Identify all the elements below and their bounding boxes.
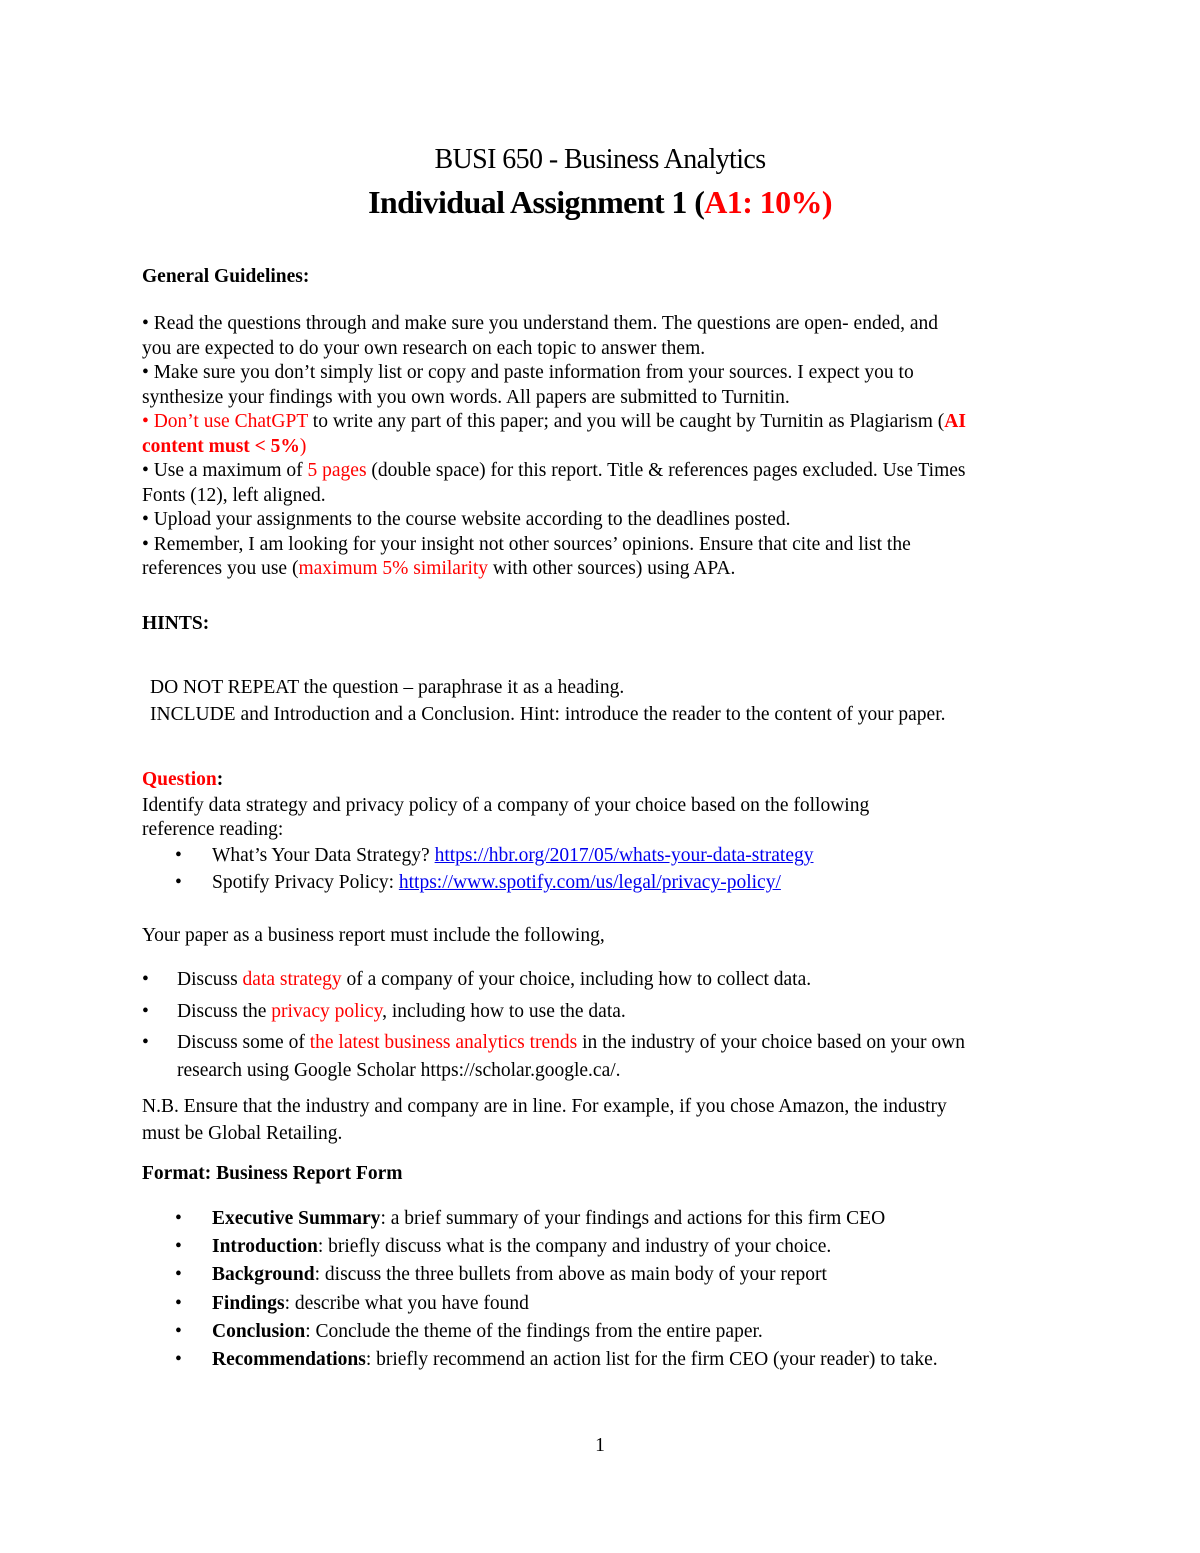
assignment-weight: A1: 10% <box>704 184 822 220</box>
bullet-icon: • <box>142 969 149 990</box>
ai-limit-label: AI <box>944 411 966 432</box>
requirements-intro: Your paper as a business report must include the following, <box>142 925 605 946</box>
hints-heading: HINTS: <box>142 613 210 634</box>
guideline-3-line2 <box>142 435 1072 460</box>
requirement-item <box>142 1029 1052 1084</box>
format-term: Recommendations <box>212 1349 366 1371</box>
bullet-icon: • <box>175 1208 182 1229</box>
format-item <box>175 1261 1075 1289</box>
format-desc: : briefly recommend an action list for the firm CEO (your reader) to take. <box>365 1349 938 1371</box>
requirement-highlight: the latest business analytics trends <box>309 1032 578 1053</box>
format-desc: : describe what you have found <box>284 1292 529 1314</box>
requirement-highlight: data strategy <box>242 969 342 990</box>
requirement-text: research using Google Scholar https://scholar.google.ca/. <box>177 1059 621 1081</box>
guideline-6-text-b: with other sources) using APA. <box>488 558 736 579</box>
guideline-6-line1: • Remember, I am looking for your insight not other sources’ opinions. Ensure that cite and list the <box>142 533 911 555</box>
hints-block <box>150 676 1080 730</box>
format-desc: : briefly discuss what is the company and industry of your choice. <box>317 1236 832 1258</box>
reference-list <box>175 844 1075 898</box>
bullet-icon: • <box>175 845 182 866</box>
question-text-line1: Identify data strategy and privacy policy of a company of your choice based on the following <box>142 795 870 816</box>
requirement-text: Discuss <box>177 969 243 990</box>
guideline-3-line1 <box>142 410 1072 435</box>
guideline-6-line2 <box>142 557 1072 582</box>
nb-line2: must be Global Retailing. <box>142 1123 343 1144</box>
format-term: Background <box>212 1264 315 1286</box>
requirements-list <box>142 966 1052 1088</box>
format-item <box>175 1346 1075 1374</box>
bullet-icon: • <box>142 1000 149 1022</box>
question-text-line2: reference reading: <box>142 819 284 840</box>
ai-limit-value: content must < 5% <box>142 435 300 457</box>
requirement-text: Discuss the <box>177 1000 272 1022</box>
bullet-icon: • <box>175 1292 182 1314</box>
format-item <box>175 1205 1075 1233</box>
format-desc: : a brief summary of your findings and actions for this firm CEO <box>380 1208 886 1229</box>
reference-item <box>175 844 1075 869</box>
format-term: Introduction <box>212 1236 318 1258</box>
guideline-6-text-a: references you use ( <box>142 558 299 579</box>
course-title: BUSI 650 - Business Analytics <box>434 144 766 175</box>
question-colon: : <box>216 769 224 790</box>
similarity-limit: maximum 5% similarity <box>298 558 489 579</box>
format-item <box>175 1318 1075 1346</box>
spotify-privacy-link[interactable]: https://www.spotify.com/us/legal/privacy-policy/ <box>398 872 781 893</box>
format-term: Findings <box>212 1292 285 1314</box>
format-term: Conclusion <box>212 1320 306 1342</box>
guideline-5: • Upload your assignments to the course website according to the deadlines posted. <box>142 509 791 530</box>
bullet-icon: • <box>142 1032 149 1053</box>
nb-note <box>142 1093 1072 1147</box>
guideline-1-line1: • Read the questions through and make sure you understand them. The questions are open- ended, and <box>142 313 939 334</box>
bullet-icon: • <box>175 1320 182 1342</box>
bullet-icon: • <box>175 1236 182 1258</box>
guideline-2-line1: • Make sure you don’t simply list or copy and paste information from your sources. I expect you to <box>142 362 914 383</box>
assignment-title <box>0 183 1200 221</box>
bullet-icon: • <box>175 1349 182 1371</box>
requirement-text: of a company of your choice, including how to collect data. <box>341 969 812 990</box>
requirement-text: in the industry of your choice based on your own <box>577 1032 965 1053</box>
guideline-2-line2: synthesize your findings with you own words. All papers are submitted to Turnitin. <box>142 386 790 408</box>
format-term: Executive Summary <box>212 1208 381 1229</box>
page-limit: 5 pages <box>307 460 367 481</box>
guideline-4-line1 <box>142 459 1072 484</box>
question-heading <box>142 768 1072 793</box>
format-heading: Format: Business Report Form <box>142 1163 403 1184</box>
guideline-4-text-b: (double space) for this report. Title & references pages excluded. Use Times <box>366 460 966 481</box>
requirement-text: Discuss some of <box>177 1032 310 1053</box>
hint-2: INCLUDE and Introduction and a Conclusion. Hint: introduce the reader to the content of your paper. <box>150 704 946 725</box>
question-label: Question <box>142 769 217 790</box>
guideline-3-close: ) <box>299 435 307 457</box>
requirement-highlight: privacy policy <box>271 1000 383 1022</box>
guidelines-list <box>142 312 1072 582</box>
requirement-item <box>142 966 1052 994</box>
bullet-icon: • <box>175 1264 182 1286</box>
guideline-4-text-a: • Use a maximum of <box>142 460 308 481</box>
requirement-item <box>142 998 1052 1026</box>
reference-label: Spotify Privacy Policy: <box>212 872 399 893</box>
page-number: 1 <box>595 1435 605 1456</box>
format-desc: : discuss the three bullets from above as main body of your report <box>314 1264 827 1286</box>
hbr-data-strategy-link[interactable]: https://hbr.org/2017/05/whats-your-data-strategy <box>434 845 814 866</box>
reference-item <box>175 871 1075 896</box>
hint-1: DO NOT REPEAT the question – paraphrase it as a heading. <box>150 677 625 698</box>
format-item <box>175 1233 1075 1261</box>
bullet-icon: • <box>175 872 182 893</box>
chatgpt-warning: • Don’t use ChatGPT <box>142 411 308 432</box>
format-item <box>175 1290 1075 1318</box>
requirement-text: , including how to use the data. <box>382 1000 626 1022</box>
assignment-title-close: ) <box>821 184 832 220</box>
assignment-title-main: Individual Assignment 1 ( <box>368 184 705 220</box>
guideline-4-line2: Fonts (12), left aligned. <box>142 484 326 506</box>
guideline-1-line2: you are expected to do your own research on each topic to answer them. <box>142 337 706 359</box>
format-list <box>175 1205 1075 1374</box>
nb-line1: N.B. Ensure that the industry and company are in line. For example, if you chose Amazon, the industry <box>142 1096 947 1117</box>
guideline-3-text: to write any part of this paper; and you will be caught by Turnitin as Plagiarism ( <box>307 411 945 432</box>
format-desc: : Conclude the theme of the findings from the entire paper. <box>305 1320 763 1342</box>
reference-label: What’s Your Data Strategy? <box>212 845 435 866</box>
guidelines-heading: General Guidelines: <box>142 266 310 287</box>
